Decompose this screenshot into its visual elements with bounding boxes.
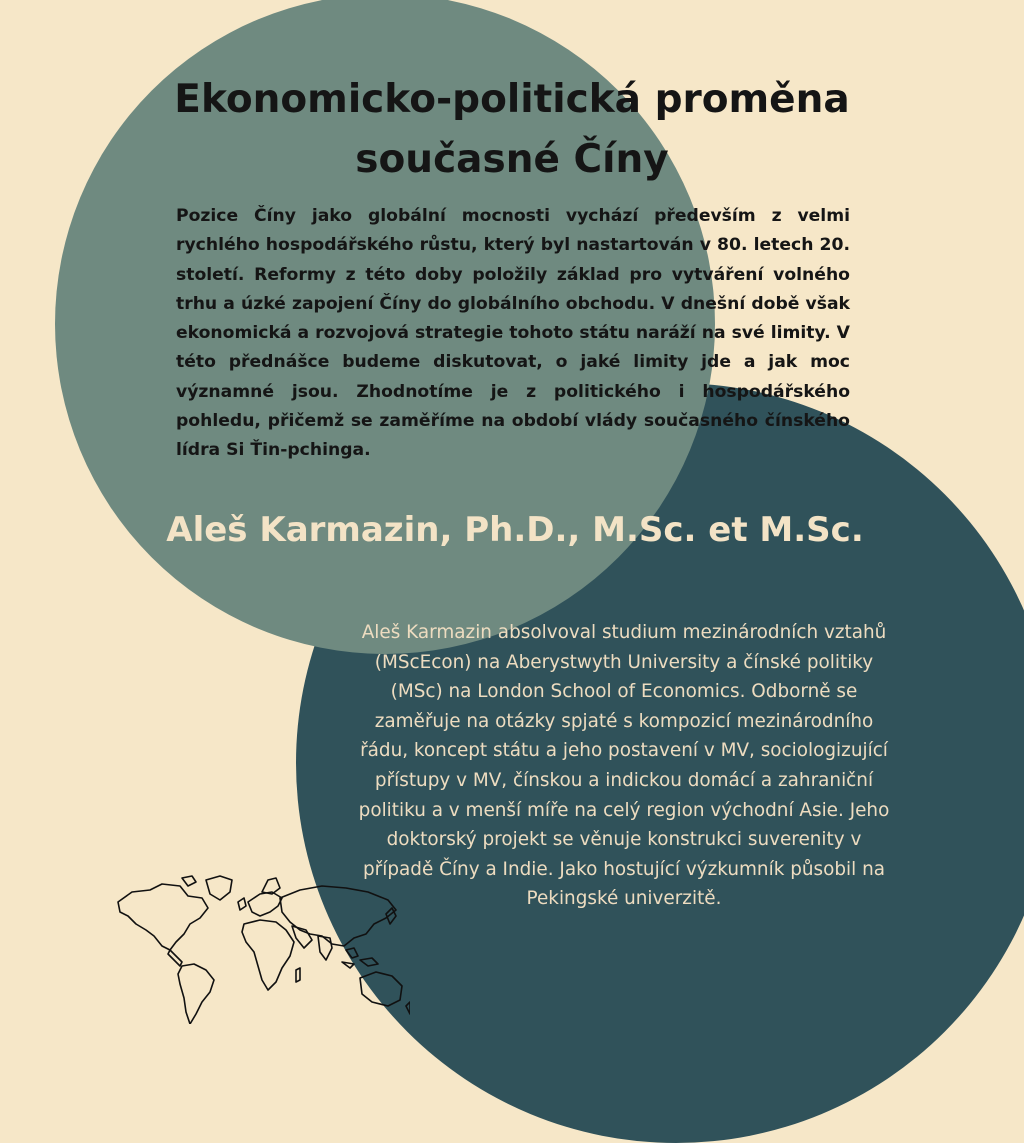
author-name: Aleš Karmazin, Ph.D., M.Sc. et M.Sc. [166, 510, 864, 550]
lecture-abstract: Pozice Číny jako globální mocnosti vychází především z velmi rychlého hospodářského růstu, který byl nastartován v 80. letech 20. století. Reformy z této doby položily základ pro vytváření volného trhu a úzké zapojení Číny do globálního obchodu. V dnešní době však ekonomická a rozvojová strategie tohoto státu naráží na své limity. V této přednášce budeme diskutovat, o jaké limity jde a jak moc významné jsou. Zhodnotíme je z politického i hospodářského pohledu, přičemž se zaměříme na období vlády současného čínského lídra Si Ťin-pchinga. [176, 206, 850, 461]
author-bio: Aleš Karmazin absolvoval studium mezinárodních vztahů (MScEcon) na Aberystwyth University a čínské politiky (MSc) na London School of Economics. Odborně se zaměřuje na otázky spjaté s kompozicí mezinárodního řádu, koncept státu a jeho postavení v MV, sociologizující přístupy v MV, čínskou a indickou domácí a zahraniční politiku a v menší míře na celý region východní Asie. Jeho doktorský projekt se věnuje konstrukci suverenity v případě Číny a Indie. Jako hostující výzkumník působil na Pekingské univerzitě. [358, 622, 890, 910]
poster-title: Ekonomicko-politická proměna současné Číny [174, 77, 850, 182]
world-map-icon [110, 872, 410, 1024]
